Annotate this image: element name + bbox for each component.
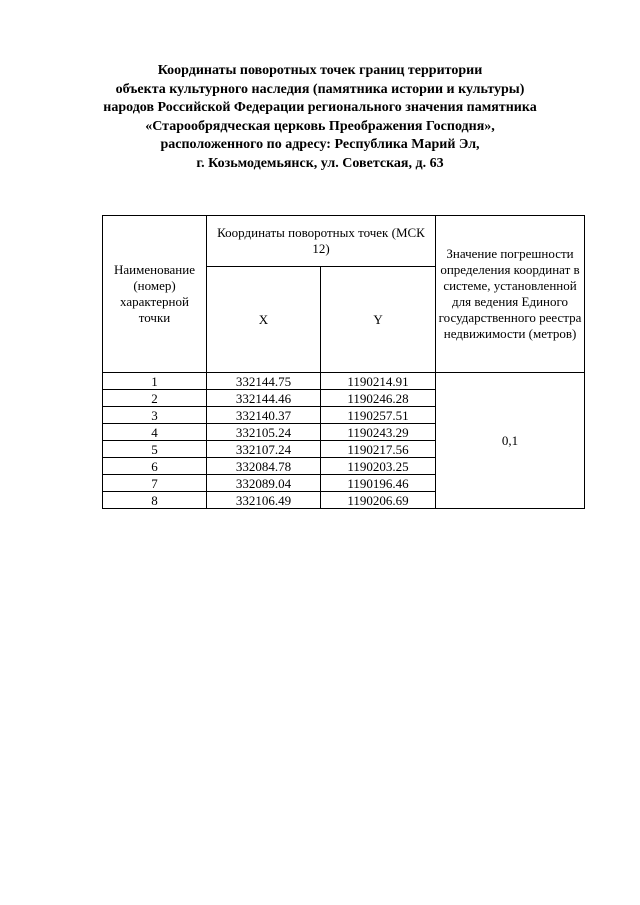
cell-y: 1190217.56 [321, 441, 436, 458]
cell-x: 332106.49 [207, 492, 321, 509]
header-point-name: Наименование (номер) характерной точки [103, 216, 207, 373]
cell-x: 332089.04 [207, 475, 321, 492]
header-error: Значение погрешности определения координат в системе, установленной для ведения Единого государственного реестра недвижимости (метров) [436, 216, 585, 373]
title-line: Координаты поворотных точек границ территории [157, 63, 483, 78]
cell-y: 1190196.46 [321, 475, 436, 492]
cell-x: 332107.24 [207, 441, 321, 458]
cell-point: 7 [103, 475, 207, 492]
header-x: X [207, 267, 321, 373]
title-line: народов Российской Федерации регионального значения памятника [103, 100, 537, 115]
table-row [103, 373, 585, 390]
cell-y: 1190243.29 [321, 424, 436, 441]
cell-x: 332140.37 [207, 407, 321, 424]
cell-x: 332084.78 [207, 458, 321, 475]
header-y: Y [321, 267, 436, 373]
title-line: расположенного по адресу: Республика Марий Эл, [160, 137, 480, 152]
cell-y: 1190203.25 [321, 458, 436, 475]
cell-x: 332144.75 [207, 373, 321, 390]
cell-point: 5 [103, 441, 207, 458]
cell-y: 1190257.51 [321, 407, 436, 424]
cell-point: 2 [103, 390, 207, 407]
cell-point: 4 [103, 424, 207, 441]
cell-x: 332144.46 [207, 390, 321, 407]
document-title [0, 62, 640, 173]
title-line: г. Козьмодемьянск, ул. Советская, д. 63 [196, 155, 444, 171]
title-line: объекта культурного наследия (памятника истории и культуры) [115, 81, 525, 97]
cell-point: 1 [103, 373, 207, 390]
cell-y: 1190214.91 [321, 373, 436, 390]
cell-point: 6 [103, 458, 207, 475]
cell-point: 8 [103, 492, 207, 509]
cell-y: 1190246.28 [321, 390, 436, 407]
cell-error-value: 0,1 [436, 373, 585, 509]
title-line: «Старообрядческая церковь Преображения Господня», [145, 118, 495, 134]
coordinates-table [102, 215, 585, 509]
cell-y: 1190206.69 [321, 492, 436, 509]
header-coordinates: Координаты поворотных точек (МСК 12) [207, 216, 436, 267]
cell-x: 332105.24 [207, 424, 321, 441]
cell-point: 3 [103, 407, 207, 424]
